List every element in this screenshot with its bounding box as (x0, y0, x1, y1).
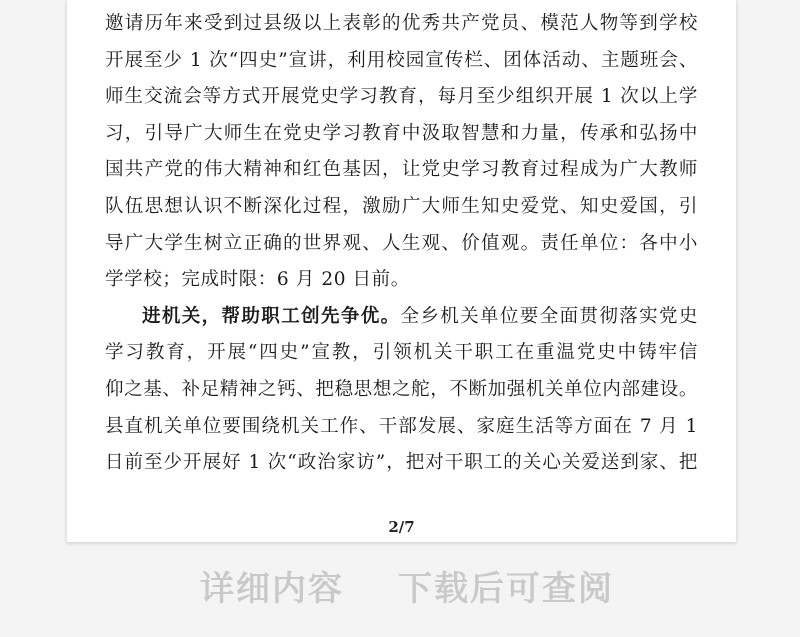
text-line: 仰之基、补足精神之钙、把稳思想之舵，不断加强机关单位内部建设。 (105, 378, 698, 400)
text-line: 学习教育，开展“四史”宣教，引领机关干职工在重温党史中铸牢信 (105, 342, 698, 364)
text-line: 国共产党的伟大精神和红色基因，让党史学习教育过程成为广大教师 (105, 159, 698, 181)
text-line: 县直机关单位要围绕机关工作、干部发展、家庭生活等方面在 7 月 1 (105, 415, 698, 437)
text-line: 日前至少开展好 1 次“政治家访”，把对干职工的关心关爱送到家、把 (105, 452, 698, 474)
text-line: 导广大学生树立正确的世界观、人生观、价值观。责任单位：各中小 (105, 232, 698, 254)
text-line: 习，引导广大师生在党史学习教育中汲取智慧和力量，传承和弘扬中 (105, 122, 698, 144)
text-line: 师生交流会等方式开展党史学习教育，每月至少组织开展 1 次以上学 (105, 86, 698, 108)
download-to-view-label: 下载后可查阅 (398, 569, 614, 609)
document-body (105, 6, 698, 482)
text-line: 开展至少 1 次“四史”宣讲，利用校园宣传栏、团体活动、主题班会、 (105, 49, 698, 71)
text-line: 队伍思想认识不断深化过程，激励广大师生知史爱党、知史爱国，引 (105, 195, 698, 217)
page-number: 2/7 (388, 518, 415, 536)
document-page (67, 0, 736, 542)
text-line: 邀请历年来受到过县级以上表彰的优秀共产党员、模范人物等到学校 (105, 13, 698, 34)
footer-banner (0, 555, 800, 615)
paragraph-text: 全乡机关单位要全面贯彻落实党史 (400, 305, 698, 327)
paragraph-heading-line (105, 299, 698, 336)
detail-content-label: 详细内容 (200, 569, 344, 609)
paragraph-heading: 进机关，帮助职工创先争优。 (142, 305, 401, 327)
text-line: 学学校；完成时限：6 月 20 日前。 (105, 269, 410, 291)
